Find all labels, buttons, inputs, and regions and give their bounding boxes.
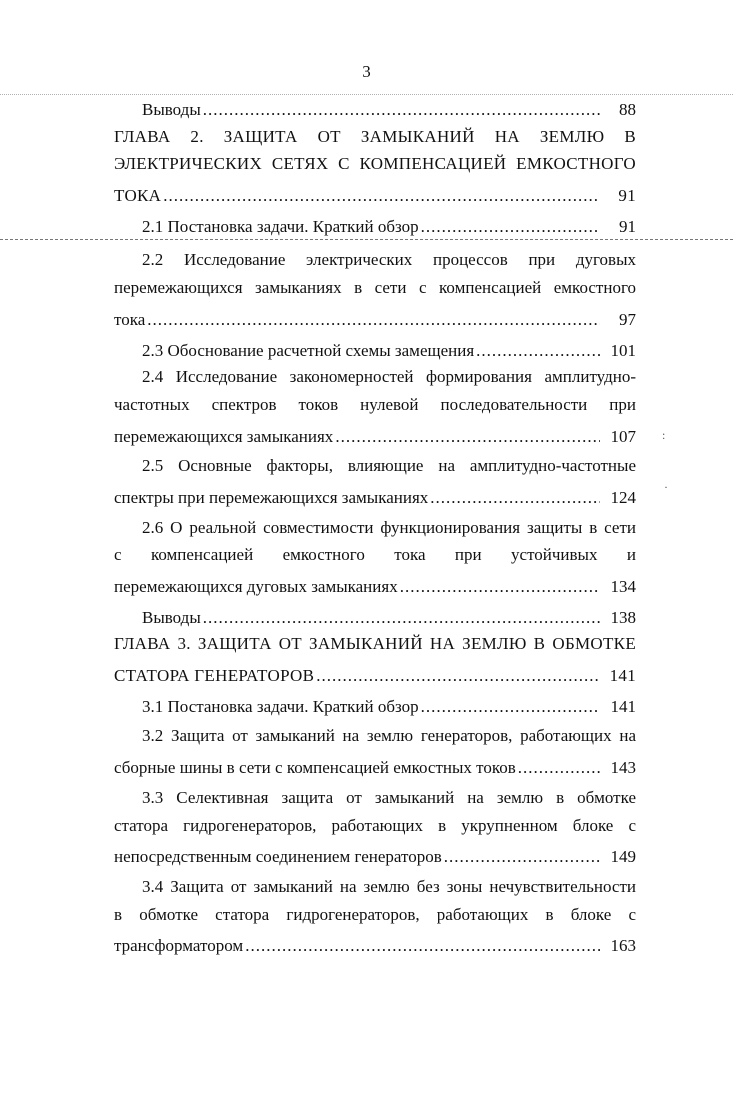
toc-page-number: 141 — [609, 666, 636, 686]
toc-page-number: 138 — [610, 607, 636, 627]
leader-dots — [421, 693, 600, 721]
leader-dots — [444, 843, 600, 871]
leader-dots — [147, 306, 600, 334]
leader-dots — [245, 932, 600, 960]
leader-dots — [476, 337, 600, 365]
toc-page-number: 97 — [619, 309, 636, 329]
toc-page-number: 124 — [610, 487, 636, 507]
leader-dots — [203, 604, 600, 632]
page-number: 3 — [362, 62, 371, 81]
toc-entry-conclusions: Выводы ..... 138 — [114, 604, 636, 632]
toc-entry-section-2-6: 2.6 О реальной совместимости функционирования защиты в сети с компенсацией емкостного тока при устойчивых и перемежающихся дуговых замыканиях ..... 134 — [114, 518, 636, 601]
toc-entry-section-3-2: 3.2 Защита от замыканий на землю генераторов, работающих на сборные шины в сети с компенсацией емкостных токов ..... 143 — [114, 726, 636, 781]
toc-entry-section-3-3: 3.3 Селективная защита от замыканий на землю в обмотке статора гидрогенераторов, работающих в укрупненном блоке с непосредственным соединением генераторов ..... 149 — [114, 788, 636, 871]
toc-page-number: 149 — [610, 847, 636, 867]
toc-entry-section-2-3: 2.3 Обоснование расчетной схемы замещения ..... 101 — [114, 337, 636, 365]
toc-page-number: 141 — [610, 696, 636, 716]
toc-entry-section-2-4: 2.4 Исследование закономерностей формирования амплитудно- частотных спектров токов нулевой последовательности при перемежающихся замыканиях ..... 107 — [114, 367, 636, 450]
toc-entry-conclusions: Выводы ..... 88 — [114, 96, 636, 124]
toc-page-number: 101 — [610, 340, 636, 360]
leader-dots — [335, 423, 600, 451]
toc-page-number: 163 — [610, 936, 636, 956]
toc-entry-section-2-5: 2.5 Основные факторы, влияющие на амплитудно-частотные спектры при перемежающихся замыканиях ..... 124 — [114, 456, 636, 511]
leader-dots — [316, 662, 600, 690]
toc-page-number: 107 — [610, 426, 636, 446]
toc-entry-chapter-2: ГЛАВА 2. ЗАЩИТА ОТ ЗАМЫКАНИЙ НА ЗЕМЛЮ В ЭЛЕКТРИЧЕСКИХ СЕТЯХ С КОМПЕНСАЦИЕЙ ЕМКОСТНОГО ТОКА ..... 91 — [114, 127, 636, 210]
toc-page-number: 143 — [610, 758, 636, 778]
toc-entry-chapter-3: ГЛАВА 3. ЗАЩИТА ОТ ЗАМЫКАНИЙ НА ЗЕМЛЮ В ОБМОТКЕ СТАТОРА ГЕНЕРАТОРОВ ..... 141 — [114, 634, 636, 689]
leader-dots — [203, 96, 600, 124]
toc-page-number: 91 — [618, 186, 636, 206]
toc-page-number: 91 — [619, 216, 636, 236]
scan-speck: : — [662, 428, 666, 442]
toc-page-number: 88 — [619, 100, 636, 119]
scan-speck: · — [664, 480, 668, 494]
leader-dots — [400, 573, 600, 601]
leader-dots — [421, 213, 600, 241]
toc-entry-section-3-4: 3.4 Защита от замыканий на землю без зоны нечувствительности в обмотке статора гидрогенераторов, работающих в блоке с трансформатором ..... 163 — [114, 877, 636, 960]
leader-dots — [430, 484, 600, 512]
table-of-contents — [114, 96, 636, 960]
toc-entry-section-3-1: 3.1 Постановка задачи. Краткий обзор ..... 141 — [114, 693, 636, 721]
toc-page-number: 134 — [610, 577, 636, 596]
toc-entry-section-2-2: 2.2 Исследование электрических процессов при дуговых перемежающихся замыканиях в сети с компенсацией емкостного тока ..... 97 — [114, 250, 636, 333]
toc-entry-section-2-1: 2.1 Постановка задачи. Краткий обзор ..... 91 — [114, 213, 636, 241]
leader-dots — [518, 754, 600, 782]
leader-dots — [163, 182, 600, 210]
scan-artifact-line — [0, 94, 733, 95]
